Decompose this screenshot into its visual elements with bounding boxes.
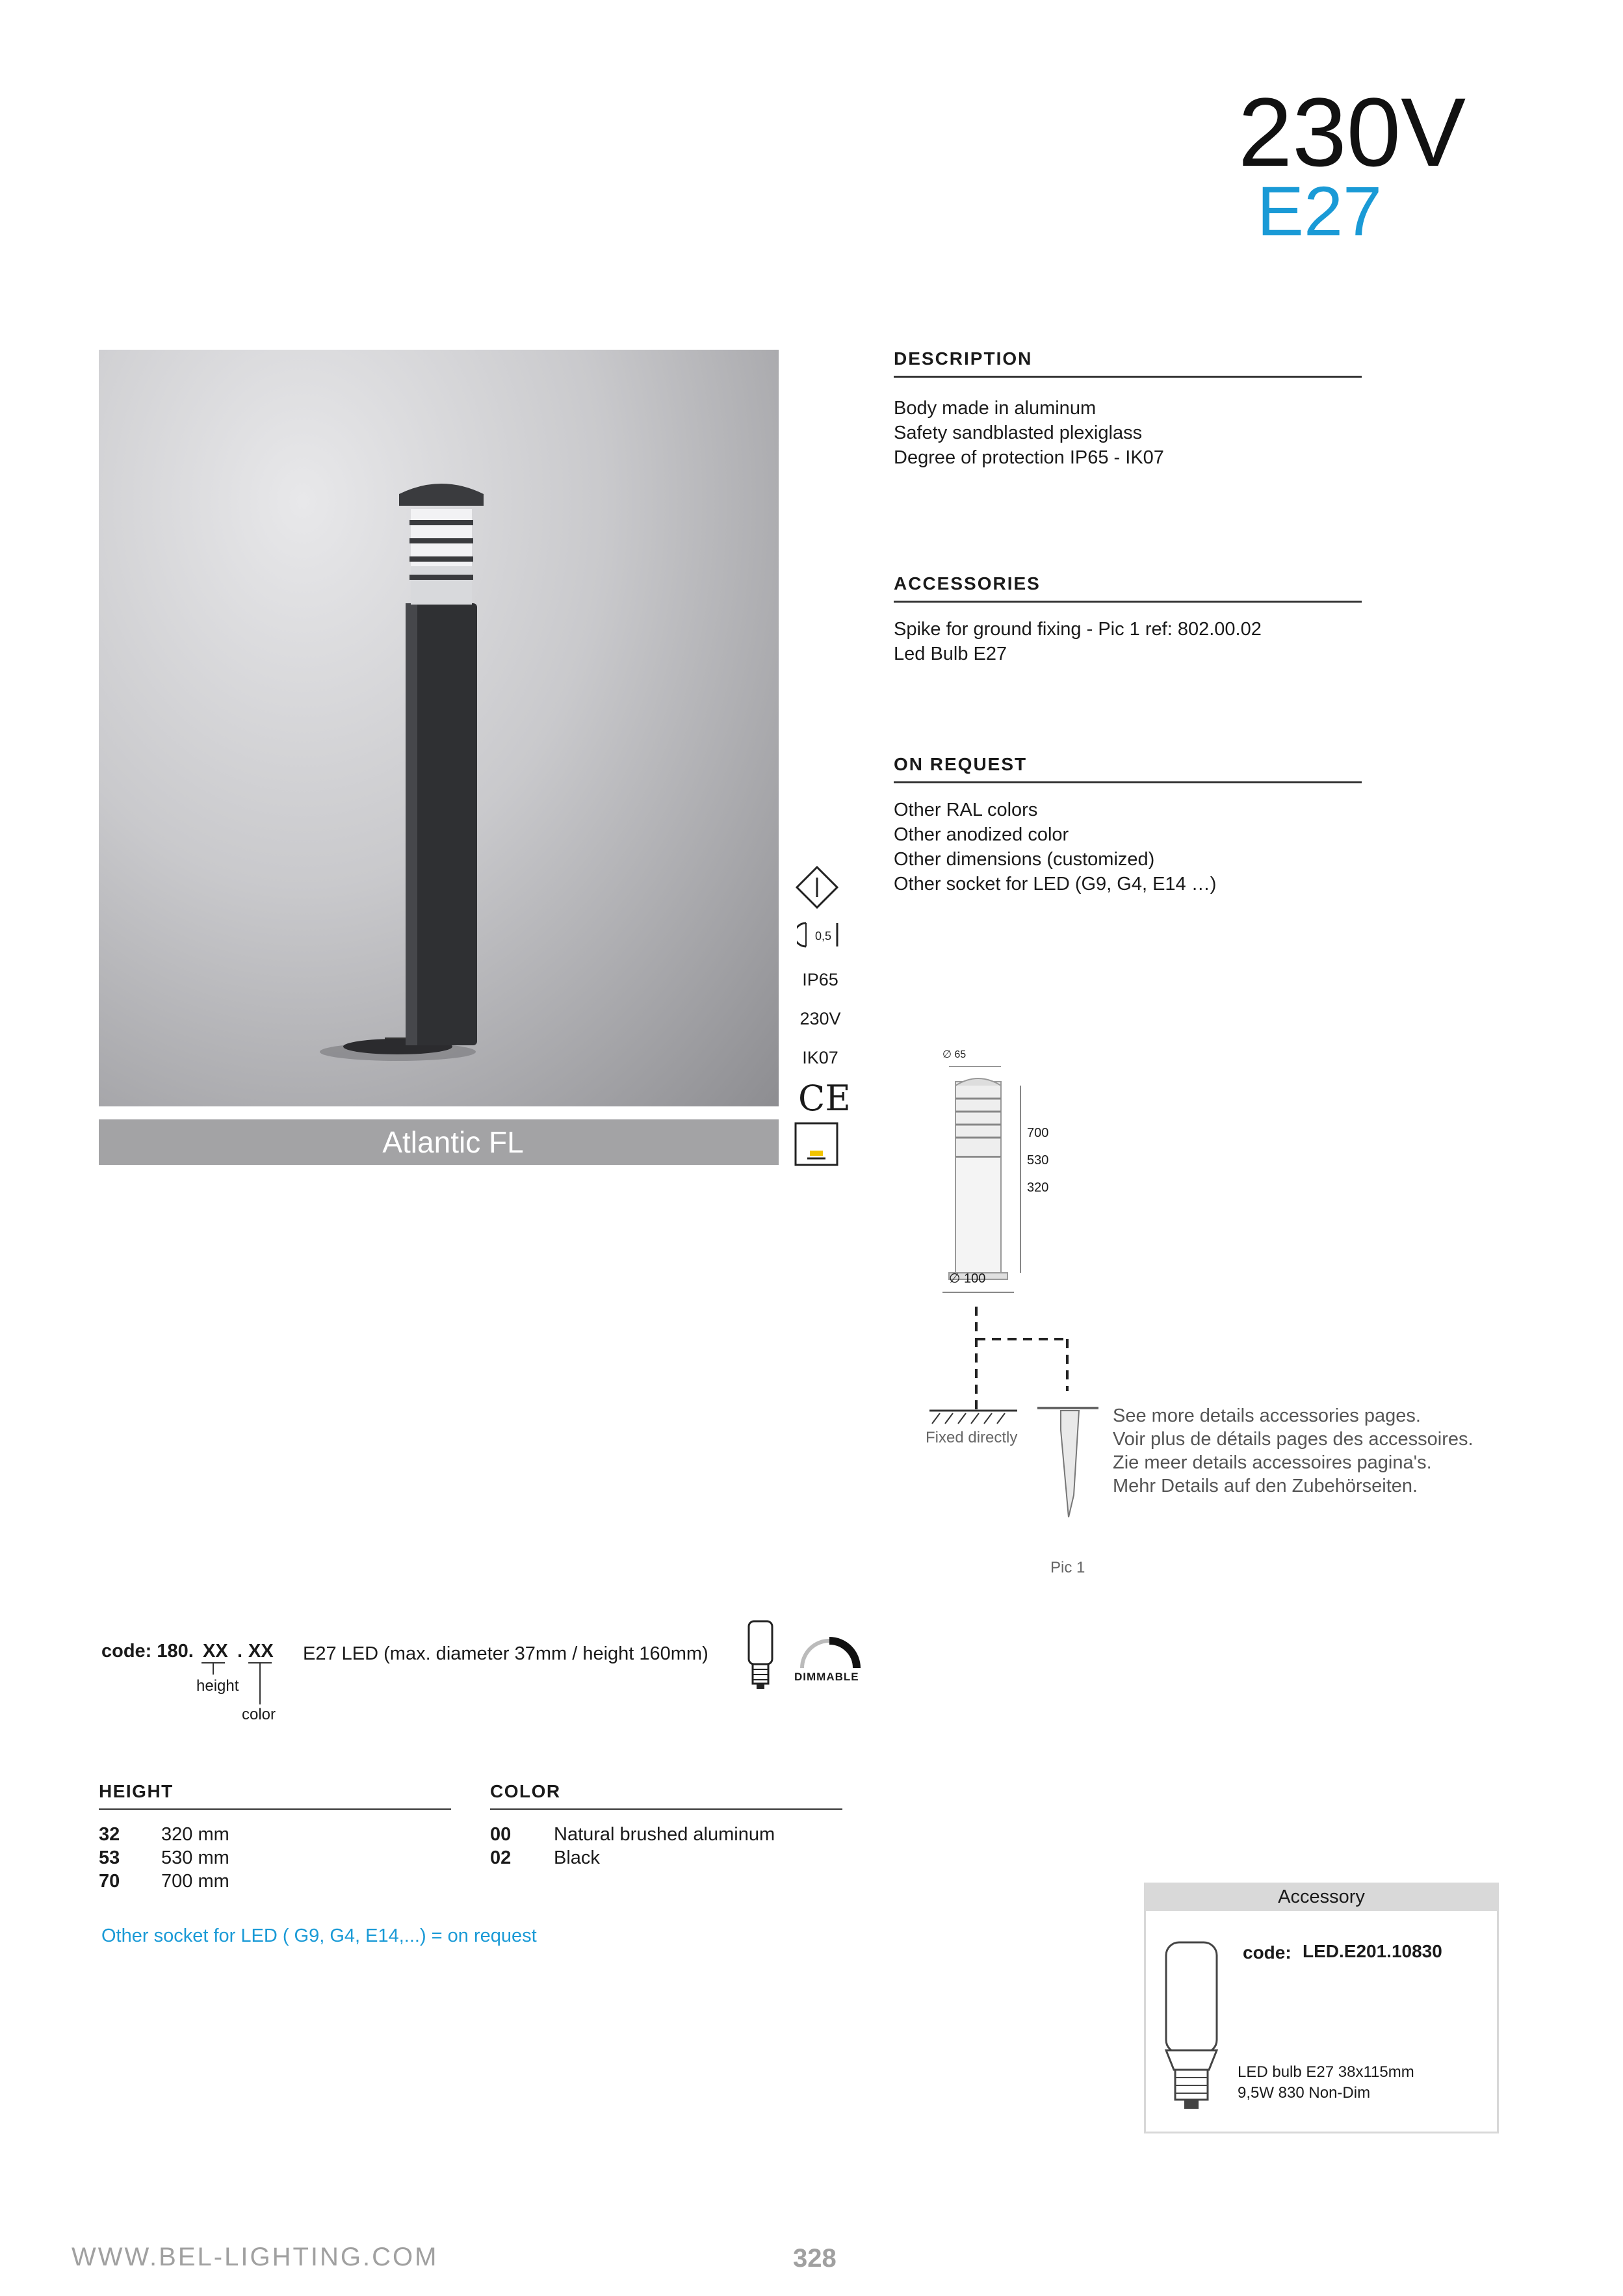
socket-request-note: Other socket for LED ( G9, G4, E14,...) = on request (101, 1925, 537, 1946)
color-table-rule (490, 1808, 842, 1810)
height-code: 70 (99, 1871, 120, 1892)
details-line: Voir plus de détails pages des accessoires. (1113, 1429, 1474, 1450)
table-row (490, 1847, 842, 1871)
voltage-rating: 230V (799, 1009, 841, 1028)
description-line: Safety sandblasted plexiglass (894, 423, 1143, 443)
led-class-icon (794, 1122, 838, 1166)
table-row (99, 1871, 451, 1894)
bottom-diameter-label: ∅ 100 (949, 1272, 986, 1286)
height-table (99, 1781, 451, 1894)
description-rule (894, 376, 1362, 378)
top-diameter-label: ∅ 65 (942, 1049, 967, 1060)
height-code: 32 (99, 1824, 120, 1845)
ce-mark: CE (798, 1078, 851, 1119)
details-line: Mehr Details auf den Zubehörseiten. (1113, 1476, 1418, 1496)
height-value: 320 mm (161, 1824, 229, 1845)
bollard-lamp-image (99, 350, 779, 1106)
height-code: 53 (99, 1847, 120, 1868)
on-request-line: Other dimensions (customized) (894, 849, 1155, 870)
color-table-title: COLOR (490, 1781, 561, 1801)
website-url[interactable]: WWW.BEL-LIGHTING.COM (71, 2243, 439, 2271)
on-request-line: Other socket for LED (G9, G4, E14 …) (894, 874, 1217, 894)
table-row (99, 1847, 451, 1871)
code-dot: . (237, 1641, 243, 1662)
height-label: height (196, 1677, 239, 1695)
accessory-code-label: code: (1243, 1942, 1292, 1963)
ik-rating: IK07 (802, 1048, 838, 1067)
color-table (490, 1781, 842, 1871)
accessories-line: Led Bulb E27 (894, 644, 1007, 664)
led-bulb-icon (746, 1620, 775, 1691)
accessory-bulb-image (1161, 1940, 1222, 2111)
accessories-rule (894, 601, 1362, 603)
fixed-directly-label: Fixed directly (926, 1429, 1018, 1446)
socket-heading: E27 (1256, 172, 1383, 250)
accessory-box-title: Accessory (1144, 1883, 1499, 1911)
accessories-line: Spike for ground fixing - Pic 1 ref: 802.00.02 (894, 619, 1262, 640)
table-row (490, 1824, 842, 1847)
accessories-section (894, 573, 1362, 666)
accessories-title: ACCESSORIES (894, 573, 1041, 594)
details-line: See more details accessories pages. (1113, 1405, 1421, 1426)
height-dim-320: 320 (1027, 1181, 1049, 1195)
height-dim-530: 530 (1027, 1153, 1049, 1168)
color-value: Black (554, 1847, 600, 1868)
on-request-line: Other RAL colors (894, 800, 1038, 820)
product-photo (99, 350, 779, 1106)
code-part-height: XX (203, 1641, 228, 1662)
height-table-title: HEIGHT (99, 1781, 174, 1801)
on-request-line: Other anodized color (894, 824, 1069, 845)
lamp-text: E27 LED (max. diameter 37mm / height 160mm) (303, 1643, 708, 1664)
table-row (99, 1824, 451, 1847)
details-note (1113, 1404, 1474, 1498)
code-part-color: XX (248, 1641, 274, 1662)
on-request-section (894, 754, 1362, 896)
description-section (894, 348, 1362, 470)
distance-value: 0,5 (815, 930, 832, 943)
page-number: 328 (793, 2244, 837, 2273)
height-table-rule (99, 1808, 451, 1810)
dimmable-label: DIMMABLE (794, 1671, 859, 1683)
code-prefix: code: 180. (101, 1641, 194, 1662)
accessory-desc-line: 9,5W 830 Non-Dim (1238, 2084, 1371, 2102)
voltage-heading: 230V (1238, 77, 1466, 187)
color-code: 00 (490, 1824, 512, 1845)
height-dim-700: 700 (1027, 1126, 1049, 1140)
on-request-title: ON REQUEST (894, 754, 1028, 774)
details-line: Zie meer details accessoires pagina's. (1113, 1452, 1432, 1473)
height-value: 700 mm (161, 1871, 229, 1892)
pic-1-label: Pic 1 (1050, 1559, 1085, 1576)
color-label: color (242, 1706, 276, 1723)
color-code: 02 (490, 1847, 512, 1868)
color-value: Natural brushed aluminum (554, 1824, 775, 1845)
accessory-description (1238, 2062, 1414, 2104)
dimmable-icon (793, 1633, 864, 1672)
description-title: DESCRIPTION (894, 348, 1033, 369)
description-line: Body made in aluminum (894, 398, 1097, 419)
ip-rating: IP65 (802, 970, 838, 989)
warning-diamond-icon (794, 865, 840, 910)
accessory-code-value: LED.E201.10830 (1303, 1941, 1442, 1961)
product-name: Atlantic FL (382, 1125, 524, 1159)
accessory-desc-line: LED bulb E27 38x115mm (1238, 2063, 1414, 2081)
height-value: 530 mm (161, 1847, 229, 1868)
on-request-rule (894, 781, 1362, 783)
description-line: Degree of protection IP65 - IK07 (894, 447, 1164, 468)
